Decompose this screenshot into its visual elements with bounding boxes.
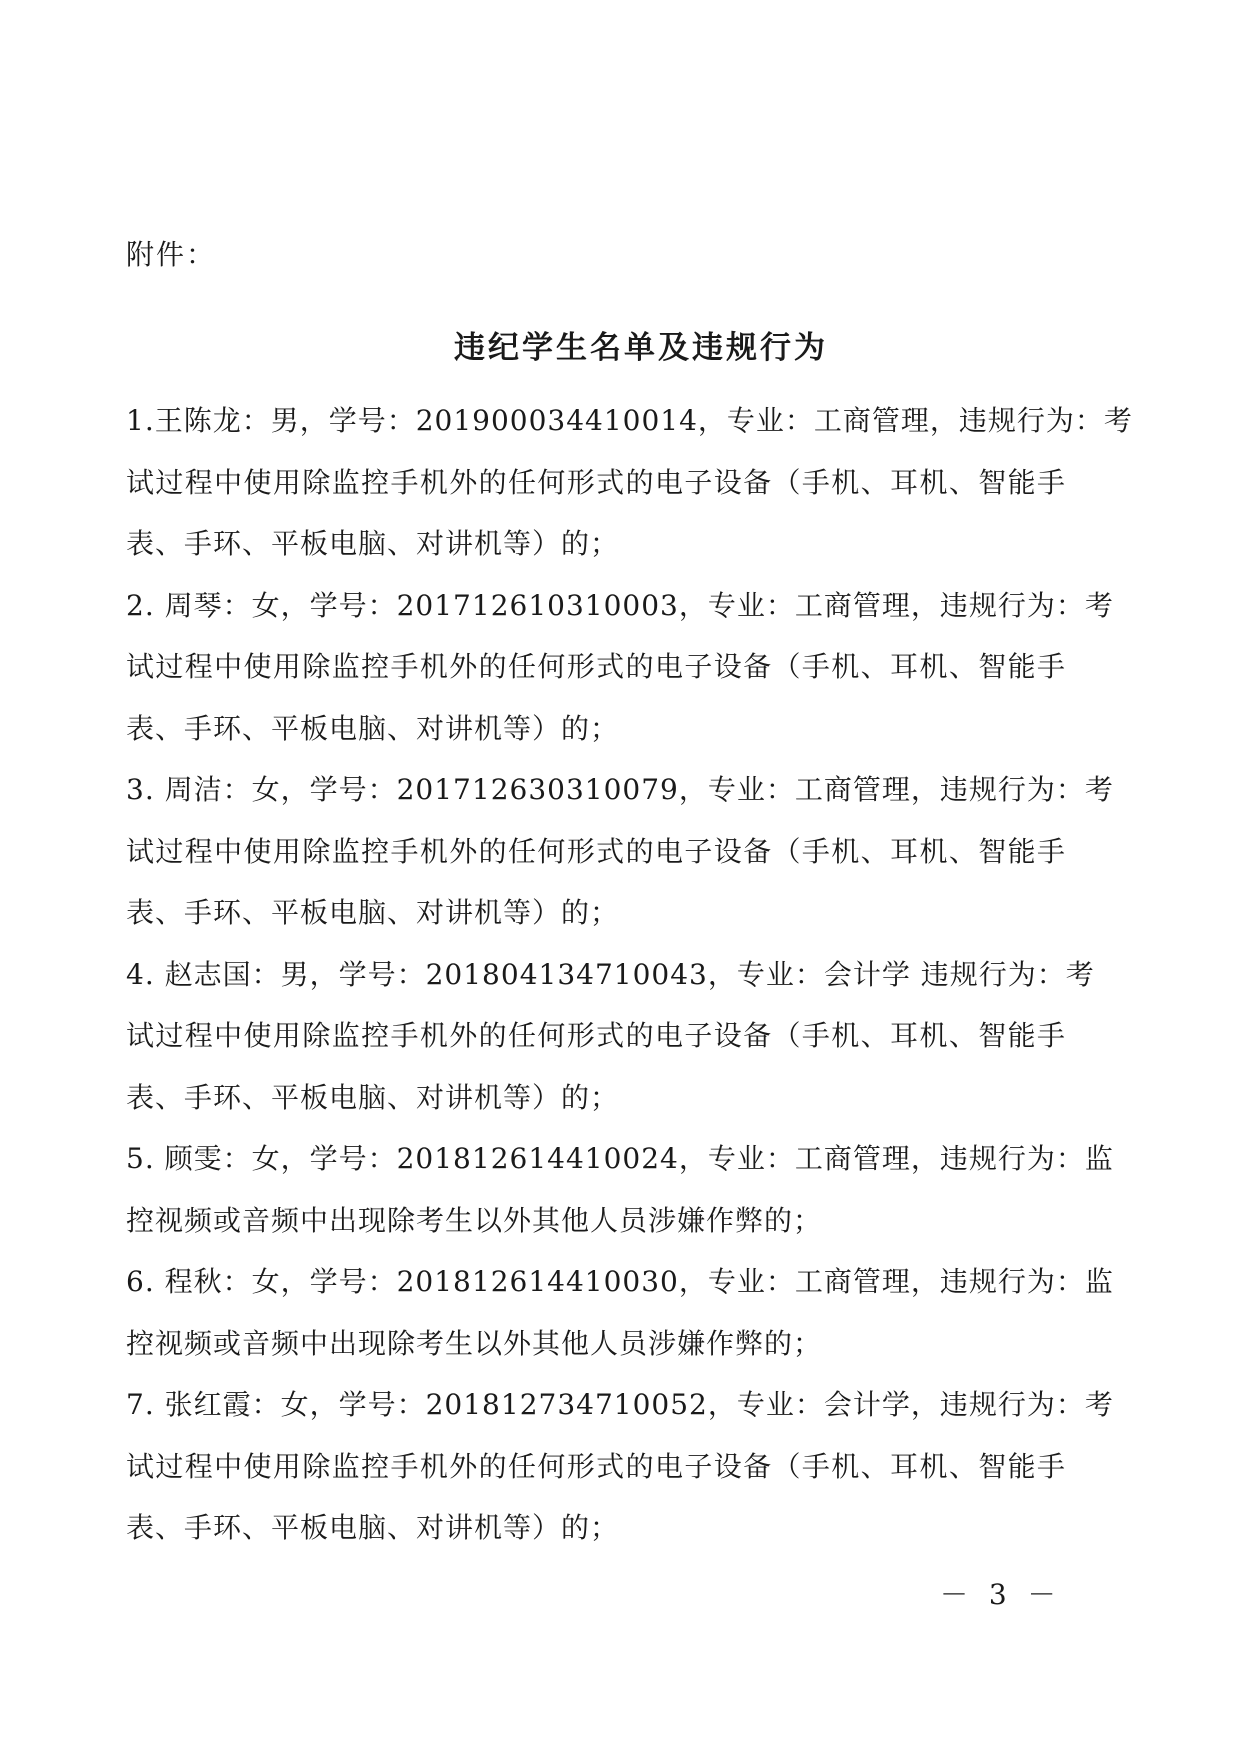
list-line: 7. 张红霞：女，学号：201812734710052，专业：会计学，违规行为：考 (126, 1388, 1114, 1421)
list-line: 6. 程秋：女，学号：201812614410030，专业：工商管理，违规行为：监 (126, 1265, 1114, 1298)
list-line: 2. 周琴：女，学号：201712610310003，专业：工商管理，违规行为：考 (126, 588, 1114, 622)
document-title: 违纪学生名单及违规行为 (454, 330, 828, 366)
list-line: 表、手环、平板电脑、对讲机等）的； (126, 1511, 620, 1544)
list-line: 1.王陈龙：男，学号：201900034410014，专业：工商管理，违规行为：考 (126, 404, 1133, 437)
list-line: 试过程中使用除监控手机外的任何形式的电子设备（手机、耳机、智能手 (126, 1019, 1066, 1052)
list-line: 4. 赵志国：男，学号：201804134710043，专业：会计学 违规行为：考 (126, 957, 1095, 991)
list-line: 试过程中使用除监控手机外的任何形式的电子设备（手机、耳机、智能手 (126, 1449, 1066, 1483)
list-line: 3. 周洁：女，学号：201712630310079，专业：工商管理，违规行为：考 (126, 773, 1114, 806)
list-line: 表、手环、平板电脑、对讲机等）的； (126, 896, 620, 929)
list-line: 试过程中使用除监控手机外的任何形式的电子设备（手机、耳机、智能手 (126, 834, 1066, 868)
violation-list (126, 401, 1133, 1570)
list-line: 试过程中使用除监控手机外的任何形式的电子设备（手机、耳机、智能手 (126, 650, 1066, 683)
list-line: 5. 顾雯：女，学号：201812614410024，专业：工商管理，违规行为：监 (126, 1142, 1114, 1175)
list-line: 控视频或音频中出现除考生以外其他人员涉嫌作弊的； (126, 1326, 823, 1360)
list-line: 试过程中使用除监控手机外的任何形式的电子设备（手机、耳机、智能手 (126, 465, 1066, 499)
list-line: 控视频或音频中出现除考生以外其他人员涉嫌作弊的； (126, 1203, 823, 1237)
list-line: 表、手环、平板电脑、对讲机等）的； (126, 1080, 620, 1114)
list-line: 表、手环、平板电脑、对讲机等）的； (126, 527, 620, 560)
page-number: － 3 － (940, 1578, 1062, 1611)
list-line: 表、手环、平板电脑、对讲机等）的； (126, 711, 620, 745)
attachment-label: 附件： (126, 238, 217, 271)
